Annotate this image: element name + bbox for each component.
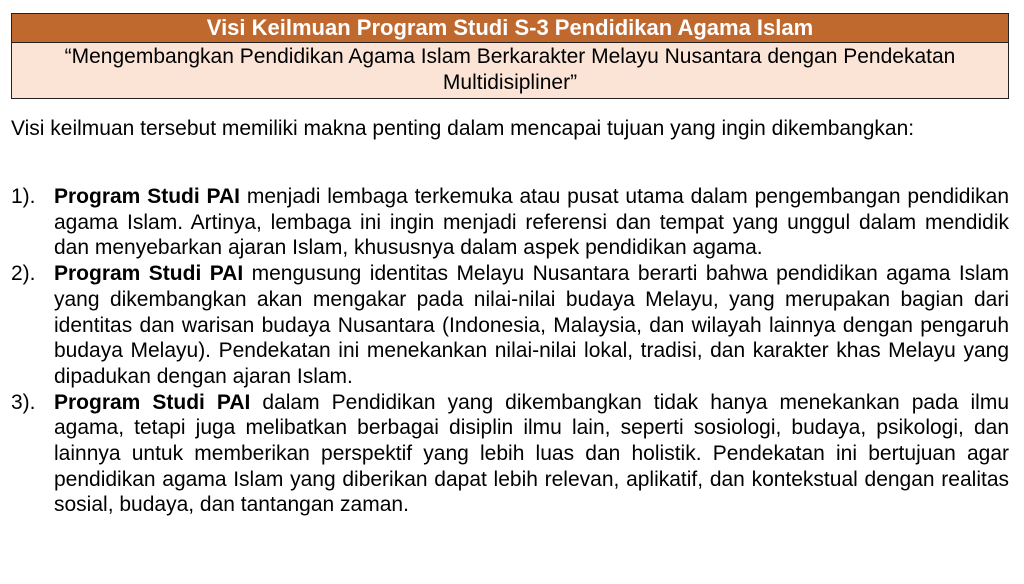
vision-heading: Visi Keilmuan Program Studi S-3 Pendidikan Agama Islam — [12, 14, 1008, 43]
list-item-number: 2). — [11, 262, 36, 286]
numbered-list — [11, 184, 1009, 518]
list-item — [11, 261, 1009, 390]
list-item-text: dalam Pendidikan yang dikembangkan tidak hanya menekankan pada ilmu agama, tetapi juga melibatkan berbagai disiplin ilmu lain, seperti sosiologi, budaya, psikologi, dan lainnya untuk memberikan perspektif yang lebih luas dan holistik. Pendekatan ini bertujuan agar pendidikan agama Islam yang diberikan dapat lebih relevan, aplikatif, dan kontekstual dengan realitas sosial, budaya, dan tantangan zaman. — [54, 390, 1009, 517]
list-item — [11, 390, 1009, 519]
list-item — [11, 184, 1009, 261]
list-item-bold-subject: Program Studi PAI — [54, 185, 240, 208]
list-item-text: menjadi lembaga terkemuka atau pusat utama dalam pengembangan pendidikan agama Islam. Artinya, lembaga ini ingin menjadi referensi dan tempat yang unggul dalam mendidik dan menyebarkan ajaran Islam, khususnya dalam aspek pendidikan agama. — [54, 185, 1010, 260]
list-item-text: mengusung identitas Melayu Nusantara berarti bahwa pendidikan agama Islam yang dikembangkan akan mengakar pada nilai-nilai budaya Melayu, yang merupakan bagian dari identitas dan warisan budaya Nusantara (Indonesia, Malaysia, dan wilayah lainnya dengan pengaruh budaya Melayu). Pendekatan ini menekankan nilai-nilai lokal, tradisi, dan karakter khas Melayu yang dipadukan dengan ajaran Islam. — [54, 262, 1010, 388]
vision-statement: “Mengembangkan Pendidikan Agama Islam Berkarakter Melayu Nusantara dengan Pendekatan Multidisipliner” — [12, 43, 1008, 98]
list-item-number: 3). — [11, 390, 36, 414]
intro-paragraph: Visi keilmuan tersebut memiliki makna penting dalam mencapai tujuan yang ingin dikembangkan: — [11, 117, 915, 140]
list-item-bold-subject: Program Studi PAI — [54, 262, 244, 286]
vision-box — [11, 13, 1009, 99]
list-item-bold-subject: Program Studi PAI — [54, 390, 251, 414]
list-item-number: 1). — [11, 185, 36, 208]
